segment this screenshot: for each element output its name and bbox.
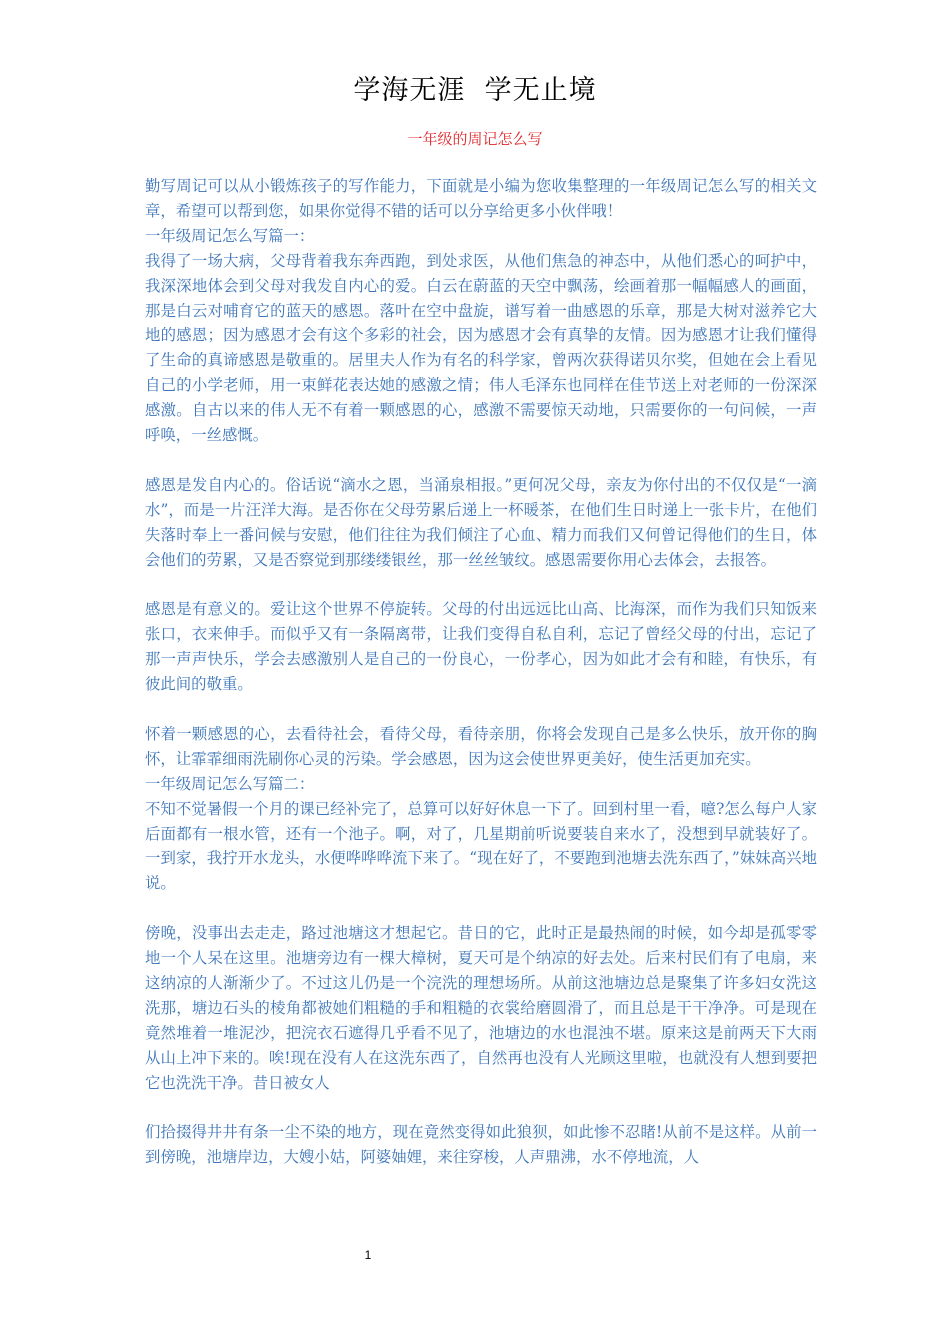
body-paragraph: 我得了一场大病，父母背着我东奔西跑，到处求医，从他们焦急的神态中，从他们悉心的呵护中，我深深地体会到父母对我发自内心的爱。白云在蔚蓝的天空中飘荡，绘画着那一幅幅感人的画面，那是白云对哺育它的蓝天的感恩。落叶在空中盘旋，谱写着一曲感恩的乐章，那是大树对滋养它大地的感恩；因为感恩才会有这个多彩的社会，因为感恩才会有真挚的友情。因为感恩才让我们懂得了生命的真谛感恩是敬重的。居里夫人作为有名的科学家，曾两次获得诺贝尔奖，但她在会上看见自己的小学老师，用一束鲜花表达她的感激之情；伟人毛泽东也同样在佳节送上对老师的一份深深感激。自古以来的伟人无不有着一颗感恩的心，感激不需要惊天动地，只需要你的一句问候，一声呼唤，一丝感慨。 bbox=[145, 251, 817, 445]
body-paragraph: 不知不觉暑假一个月的课已经补完了，总算可以好好休息一下了。回到村里一看，噫?怎么每户人家后面都有一根水管，还有一个池子。啊，对了，几星期前听说要装自来水了，没想到早就装好了。一到家，我拧开水龙头，水便哗哗哗流下来了。“现在好了，不要跑到池塘去洗东西了，”妹妹高兴地说。 bbox=[145, 799, 817, 893]
section-heading: 一年级周记怎么写篇二： bbox=[145, 774, 315, 793]
page-number: 1 bbox=[364, 1248, 372, 1262]
header-title: 学海无涯 学无止境 bbox=[353, 75, 597, 106]
section-heading: 一年级周记怎么写篇一： bbox=[145, 226, 315, 245]
body-paragraph: 感恩是有意义的。爱让这个世界不停旋转。父母的付出远远比山高、比海深，而作为我们只知饭来张口，衣来伸手。而似乎又有一条隔离带，让我们变得自私自利，忘记了曾经父母的付出，忘记了那一声声快乐，学会去感激别人是自己的一份良心，一份孝心，因为如此才会有和睦，有快乐，有彼此间的敬重。 bbox=[145, 600, 817, 694]
intro-paragraph: 勤写周记可以从小锻炼孩子的写作能力，下面就是小编为您收集整理的一年级周记怎么写的相关文章，希望可以帮到您，如果你觉得不错的话可以分享给更多小伙伴哦！ bbox=[145, 177, 817, 220]
body-paragraph: 们拾掇得井井有条一尘不染的地方，现在竟然变得如此狼狈，如此惨不忍睹!从前不是这样。从前一到傍晚，池塘岸边，大嫂小姑，阿婆妯娌，来往穿梭，人声鼎沸，水不停地流，人 bbox=[145, 1123, 817, 1167]
body-paragraph: 感恩是发自内心的。俗话说“滴水之恩，当涌泉相报。”更何况父母，亲友为你付出的不仅仅是“一滴水”，而是一片汪洋大海。是否你在父母劳累后递上一杯暖茶，在他们生日时递上一张卡片，在他们失落时奉上一番问候与安慰，他们往往为我们倾注了心血、精力而我们又何曾记得他们的生日，体会他们的劳累，又是否察觉到那缕缕银丝，那一丝丝皱纹。感恩需要你用心去体会，去报答。 bbox=[145, 475, 817, 569]
body-paragraph: 傍晚，没事出去走走，路过池塘这才想起它。昔日的它，此时正是最热闹的时候，如今却是孤零零地一个人呆在这里。池塘旁边有一棵大樟树，夏天可是个纳凉的好去处。后来村民们有了电扇，来这纳凉的人渐渐少了。不过这儿仍是一个浣洗的理想场所。从前这池塘边总是聚集了许多妇女洗这洗那，塘边石头的棱角都被她们粗糙的手和粗糙的衣裳给磨圆滑了，而且总是干干净净。可是现在竟然堆着一堆泥沙，把浣衣石遮得几乎看不见了，池塘边的水也混浊不堪。原来这是前两天下大雨从山上冲下来的。唉!现在没有人在这洗东西了，自然再也没有人光顾这里啦，也就没有人想到要把它也洗洗干净。昔日被女人 bbox=[145, 924, 817, 1092]
body-paragraph: 怀着一颗感恩的心，去看待社会，看待父母，看待亲朋，你将会发现自己是多么快乐，放开你的胸怀，让霏霏细雨洗刷你心灵的污染。学会感恩，因为这会使世界更美好，使生活更加充实。 bbox=[145, 724, 817, 768]
document-title: 一年级的周记怎么写 bbox=[407, 130, 543, 148]
document-body bbox=[145, 174, 817, 1170]
